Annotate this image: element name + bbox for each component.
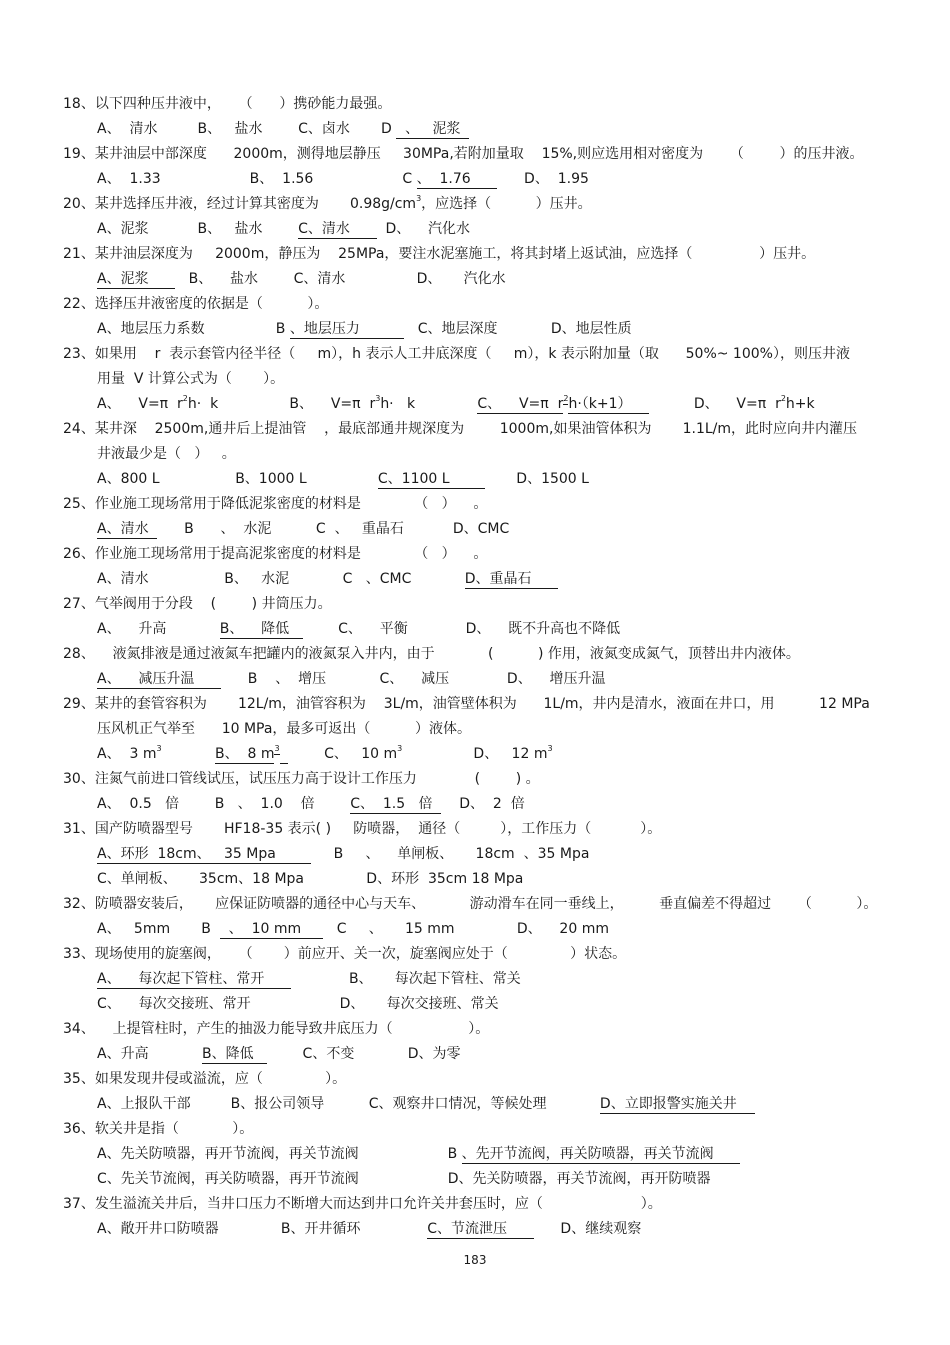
superscript: 3: [416, 194, 422, 203]
text-line: [63, 95, 391, 113]
underlined-answer: A、 每次起下管柱、常开: [97, 971, 292, 987]
text-line: [63, 645, 800, 663]
text-line: [97, 870, 523, 888]
text-line: [97, 445, 236, 463]
text-segment: D、1500 L: [485, 471, 589, 487]
underlined-answer: C、1100 L: [377, 471, 486, 487]
text-segment: A、敞开井口防喷器 B、开井循环: [97, 1221, 428, 1237]
text-line: [97, 120, 469, 138]
text-line: [97, 670, 606, 688]
underlined-answer: B、 降低: [219, 621, 303, 637]
text-segment: A、 清水 B、 盐水 C、卤水 D: [97, 121, 397, 137]
text-segment: A、上报队干部 B、报公司领导 C、观察井口情况，等候处理: [97, 1096, 600, 1112]
superscript: 2: [182, 394, 188, 403]
text-segment: A、 1.33 B、 1.56 C: [97, 171, 417, 187]
text-line: [63, 195, 592, 213]
text-segment: B、 每次起下管柱、常关: [291, 971, 521, 987]
text-segment: D、 V=π r: [649, 396, 781, 412]
text-segment: D、继续观察: [533, 1221, 642, 1237]
text-segment: C 、 15 mm D、 20 mm: [323, 921, 609, 937]
text-segment: A、先关防喷器，再开节流阀，再关节流阀 B: [97, 1146, 462, 1162]
text-segment: 19、某井油层中部深度 2000m，测得地层静压 30MPa,若附加量取 15%,则应选用相对密度为 （ ）的压井液。: [63, 146, 864, 162]
text-segment: D、 12 m: [402, 746, 548, 762]
text-segment: 36、软关井是指（ ）。: [63, 1121, 254, 1137]
underlined-answer: C、清水: [298, 221, 377, 237]
underlined-answer: 3: [274, 744, 280, 753]
text-segment: A、 3 m: [97, 746, 157, 762]
text-segment: ，应选择（ ）压井。: [421, 196, 592, 212]
underlined-answer: C、节流泄压: [427, 1221, 534, 1237]
text-line: [97, 720, 471, 738]
text-line: [97, 170, 589, 188]
superscript: 3: [156, 744, 162, 753]
text-line: [63, 545, 487, 563]
underlined-answer: 、地层压力: [289, 321, 405, 337]
text-segment: 27、气举阀用于分段 ( ) 井筒压力。: [63, 596, 332, 612]
text-line: [63, 145, 863, 163]
text-segment: 31、国产防喷器型号 HF18-35 表示( ) 防喷器， 通径（ ），工作压力（ ）。: [63, 821, 662, 837]
text-segment: B、 盐水 C、清水 D、 汽化水: [175, 271, 506, 287]
text-line: [63, 245, 815, 263]
text-segment: 35、如果发现井侵或溢流，应（ ）。: [63, 1071, 347, 1087]
text-segment: A、清水 B、 水泥 C 、CMC: [97, 571, 465, 587]
text-segment: 29、某井的套管容积为 12L/m，油管容积为 3L/m，油管壁体积为 1L/m，井内是清水，液面在井口，用 12 MPa: [63, 696, 870, 712]
text-line: [63, 345, 850, 363]
text-line: [97, 795, 525, 813]
text-line: [63, 295, 328, 313]
text-line: [63, 495, 487, 513]
underlined-answer: 、 1.76: [416, 171, 498, 187]
text-segment: A、 升高: [97, 621, 220, 637]
text-line: [97, 520, 509, 538]
text-segment: 30、注氮气前进口管线试压，试压压力高于设计工作压力 ( ) 。: [63, 771, 540, 787]
text-segment: 用量 V 计算公式为（ ）。: [97, 371, 285, 387]
text-segment: B 、 增压 C、 减压 D、 增压升温: [221, 671, 606, 687]
superscript: 3: [397, 744, 403, 753]
text-line: [63, 820, 661, 838]
superscript: 3: [375, 394, 381, 403]
text-segment: C、 10 m: [288, 746, 398, 762]
text-segment: [162, 746, 215, 762]
text-line: [97, 1045, 461, 1063]
underlined-answer: D、立即报警实施关井: [599, 1096, 755, 1112]
text-segment: 24、某井深 2500m,通井后上提油管 ，最底部通井规深度为 1000m,如果油管体积为 1.1L/m，此时应向井内灌压: [63, 421, 858, 437]
text-line: [63, 1120, 253, 1138]
underlined-answer: 、先开节流阀，再关防喷器，再关节流阀: [461, 1146, 741, 1162]
text-segment: D、 汽化水: [376, 221, 471, 237]
text-segment: 33、现场使用的旋塞阀， （ ）前应开、关一次，旋塞阀应处于（ ）状态。: [63, 946, 627, 962]
text-segment: 25、作业施工现场常用于降低泥浆密度的材料是 （ ） 。: [63, 496, 488, 512]
text-line: [97, 1095, 755, 1113]
underlined-answer: h·（k+1）: [568, 396, 650, 412]
text-segment: 23、如果用 r 表示套管内径半径（ m），h 表示人工井底深度（ m），k 表示附加量（取 50%~ 100%），则压井液: [63, 346, 850, 362]
underlined-answer: B、降低: [201, 1046, 267, 1062]
text-line: [63, 420, 857, 438]
text-line: [97, 220, 470, 238]
underlined-answer: C、 1.5 倍: [350, 796, 442, 812]
text-line: [97, 1220, 641, 1238]
text-line: [97, 1145, 740, 1163]
text-line: [97, 995, 499, 1013]
text-segment: B 、 单闸板、 18cm 、35 Mpa: [311, 846, 590, 862]
text-segment: h· k B、 V=π r: [187, 396, 376, 412]
text-segment: h+k: [785, 396, 815, 412]
text-segment: A、升高: [97, 1046, 202, 1062]
underlined-answer: 、 10 mm: [219, 921, 324, 937]
text-segment: C、地层深度 D、地层性质: [404, 321, 632, 337]
superscript: 3: [547, 744, 553, 753]
text-line: [97, 320, 632, 338]
text-segment: A、泥浆 B、 盐水: [97, 221, 299, 237]
text-line: [97, 570, 558, 588]
underlined-answer: A、清水: [97, 521, 158, 537]
text-segment: C、单闸板、 35cm、18 Mpa D、环形 35cm 18 Mpa: [97, 871, 524, 887]
text-segment: D、 2 倍: [441, 796, 525, 812]
text-line: [97, 745, 553, 763]
underlined-answer: C、 V=π r: [477, 396, 564, 412]
text-segment: 18、以下四种压井液中， （ ）携砂能力最强。: [63, 96, 392, 112]
text-segment: 压风机正气举至 10 MPa，最多可返出（ ）液体。: [97, 721, 471, 737]
text-segment: h· k: [380, 396, 478, 412]
text-line: [63, 595, 332, 613]
text-line: [97, 395, 815, 413]
text-segment: A、 0.5 倍 B 、 1.0 倍: [97, 796, 351, 812]
text-segment: B 、 水泥 C 、 重晶石 D、CMC: [157, 521, 510, 537]
text-line: [97, 920, 609, 938]
page-number: 183: [463, 1253, 487, 1267]
text-line: [97, 470, 589, 488]
text-segment: A、 V=π r: [97, 396, 183, 412]
text-line: [63, 1070, 346, 1088]
underlined-answer: A、泥浆: [97, 271, 176, 287]
underlined-answer: A、环形 18cm、 35 Mpa: [97, 846, 312, 862]
text-segment: C、 每次交接班、常开 D、 每次交接班、常关: [97, 996, 499, 1012]
text-line: [97, 620, 620, 638]
text-segment: 20、某井选择压井液，经过计算其密度为 0.98g/cm: [63, 196, 417, 212]
text-segment: 21、某井油层深度为 2000m，静压为 25MPa，要注水泥塞施工，将其封堵上返试油，应选择（ ）压井。: [63, 246, 816, 262]
text-segment: 34、 上提管柱时，产生的抽汲力能导致井底压力（ ）。: [63, 1021, 490, 1037]
text-line: [97, 970, 521, 988]
text-line: [97, 270, 506, 288]
text-line: [63, 945, 626, 963]
underlined-answer: 、 泥浆: [396, 121, 470, 137]
text-segment: 37、发生溢流关井后，当井口压力不断增大而达到井口允许关井套压时，应（ ）。: [63, 1196, 662, 1212]
text-line: [63, 1195, 662, 1213]
underlined-answer: A、 减压升温: [97, 671, 222, 687]
text-segment: C、 平衡 D、 既不升高也不降低: [302, 621, 621, 637]
text-line: [63, 1020, 489, 1038]
text-segment: 32、防喷器安装后， 应保证防喷器的通径中心与天车、 游动滑车在同一垂线上， 垂直偏差不得超过 （ ）。: [63, 896, 878, 912]
text-segment: D、 1.95: [497, 171, 589, 187]
text-segment: C、先关节流阀，再关防喷器，再开节流阀 D、先关防喷器，再关节流阀，再开防喷器: [97, 1171, 711, 1187]
text-segment: 井液最少是（ ） 。: [97, 446, 236, 462]
text-line: [63, 770, 540, 788]
underlined-answer: 2: [563, 394, 569, 403]
superscript: 2: [780, 394, 786, 403]
text-segment: 28、 液氮排液是通过液氮车把罐内的液氮泵入井内，由于 ( ) 作用，液氮变成氮气，顶替出井内液体。: [63, 646, 800, 662]
text-line: [97, 845, 589, 863]
text-line: [63, 895, 877, 913]
text-line: [63, 695, 870, 713]
text-segment: 22、选择压井液密度的依据是（ ）。: [63, 296, 329, 312]
text-segment: A、 5mm B: [97, 921, 220, 937]
text-line: [97, 370, 284, 388]
text-segment: 26、作业施工现场常用于提高泥浆密度的材料是 （ ） 。: [63, 546, 488, 562]
text-segment: A、地层压力系数 B: [97, 321, 290, 337]
text-segment: C、不变 D、为零: [266, 1046, 461, 1062]
underlined-answer: B、 8 m: [214, 746, 275, 762]
underlined-answer: D、重晶石: [464, 571, 559, 587]
text-segment: A、800 L B、1000 L: [97, 471, 378, 487]
text-line: [97, 1170, 711, 1188]
